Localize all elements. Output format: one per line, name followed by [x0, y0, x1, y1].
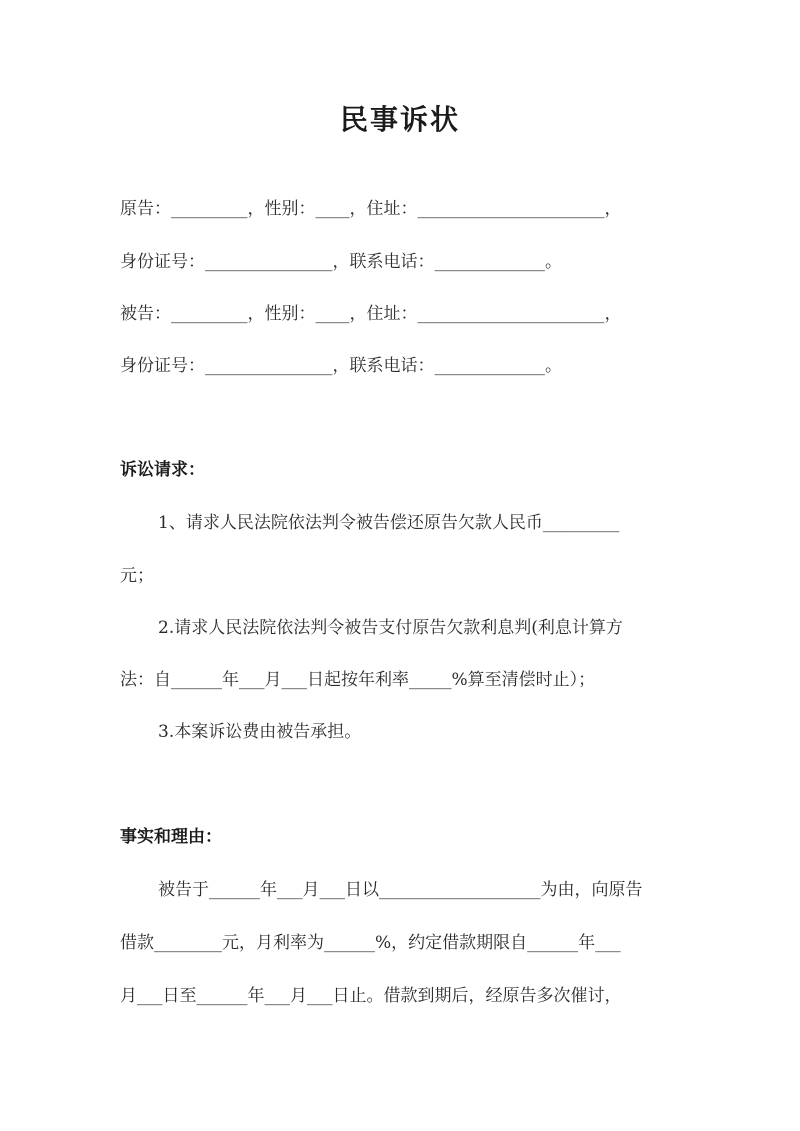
claims-heading: 诉讼请求： [120, 460, 205, 480]
plaintiff-info-line: 原告：_________，性别：____，住址：______________________， [120, 199, 622, 219]
defendant-id-line: 身份证号：_______________，联系电话：_____________。 [120, 356, 562, 376]
facts-heading: 事实和理由： [120, 827, 222, 847]
plaintiff-id-line: 身份证号：_______________，联系电话：_____________。 [120, 252, 562, 272]
document-title: 民事诉状 [339, 103, 460, 136]
claim-line: 法：自______年___月___日起按年利率_____%算至清偿时止）； [120, 670, 596, 690]
claim-line: 1、请求人民法院依法判令被告偿还原告欠款人民币_________ [158, 513, 620, 533]
claim-line: 3.本案诉讼费由被告承担。 [158, 722, 362, 742]
claim-line: 2.请求人民法院依法判令被告支付原告欠款利息判(利息计算方 [158, 618, 623, 638]
facts-line: 借款________元，月利率为______%，约定借款期限自______年___ [120, 933, 621, 953]
claim-line: 元； [120, 566, 154, 586]
facts-line: 被告于______年___月___日以___________________为由，向原告 [158, 880, 643, 900]
facts-line: 月___日至______年___月___日止。借款到期后，经原告多次催讨， [120, 986, 622, 1006]
defendant-info-line: 被告：_________，性别：____，住址：______________________， [120, 304, 622, 324]
